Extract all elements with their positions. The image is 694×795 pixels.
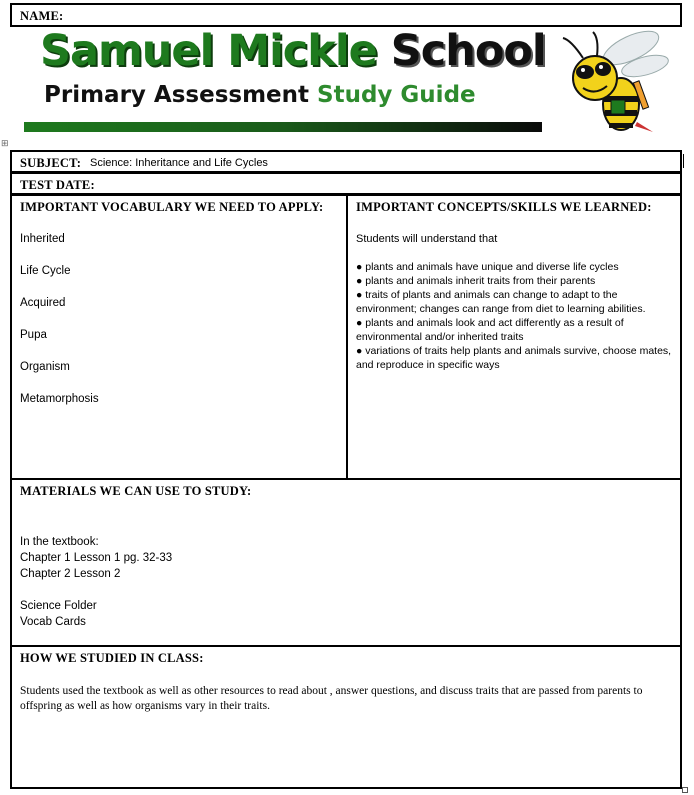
table-anchor-icon[interactable]: ⊞ bbox=[1, 138, 9, 148]
vocab-item: Inherited bbox=[20, 233, 65, 245]
vocab-item: Acquired bbox=[20, 297, 66, 309]
subject-label: SUBJECT: bbox=[20, 156, 82, 170]
concepts-cell bbox=[346, 194, 682, 480]
vocabulary-heading: IMPORTANT VOCABULARY WE NEED TO APPLY: bbox=[20, 200, 324, 214]
materials-blank-line bbox=[20, 582, 172, 598]
concept-bullet: ● variations of traits help plants and animals survive, choose mates, and reproduce in specific ways bbox=[356, 345, 672, 371]
subtitle-primary-assessment: Primary Assessment bbox=[44, 82, 310, 108]
how-studied-text[interactable]: Students used the textbook as well as other resources to read about , answer questions, and discuss traits that are passed from parents to offspring as well as how organisms vary in their traits. bbox=[20, 685, 643, 712]
concept-bullet: ● plants and animals inherit traits from their parents bbox=[356, 275, 596, 287]
concepts-list bbox=[356, 260, 674, 372]
test-date-label: TEST DATE: bbox=[20, 178, 95, 192]
header-divider-bar bbox=[24, 122, 542, 132]
vocabulary-cell bbox=[10, 194, 348, 480]
materials-line: Vocab Cards bbox=[20, 616, 86, 628]
how-studied-cell bbox=[10, 645, 682, 789]
subject-value[interactable]: Science: Inheritance and Life Cycles bbox=[90, 157, 268, 169]
end-of-document-mark bbox=[682, 787, 688, 793]
text-cursor bbox=[683, 154, 684, 168]
materials-cell bbox=[10, 478, 682, 647]
subject-row bbox=[10, 150, 682, 173]
concept-bullet: ● plants and animals look and act differently as a result of environmental and/or inherited traits bbox=[356, 317, 624, 343]
test-date-row[interactable] bbox=[10, 172, 682, 195]
concepts-heading: IMPORTANT CONCEPTS/SKILLS WE LEARNED: bbox=[356, 200, 652, 214]
vocab-item: Pupa bbox=[20, 329, 47, 341]
concept-bullet: ● plants and animals have unique and diverse life cycles bbox=[356, 261, 619, 273]
hornet-mascot-icon bbox=[553, 26, 673, 136]
materials-heading: MATERIALS WE CAN USE TO STUDY: bbox=[20, 484, 252, 498]
subtitle-study-guide: Study Guide bbox=[317, 82, 476, 108]
materials-line: Chapter 1 Lesson 1 pg. 32-33 bbox=[20, 552, 173, 564]
materials-line: Chapter 2 Lesson 2 bbox=[20, 568, 121, 580]
school-title-school: School bbox=[390, 26, 546, 76]
concept-bullet: ● traits of plants and animals can change to adapt to the environment; changes can range from diet to learning abilities. bbox=[356, 289, 646, 315]
school-title bbox=[40, 26, 546, 76]
name-field[interactable] bbox=[10, 3, 682, 27]
guide-subtitle bbox=[44, 82, 476, 108]
vocab-item: Life Cycle bbox=[20, 265, 71, 277]
vocab-item: Organism bbox=[20, 361, 70, 373]
materials-line: Science Folder bbox=[20, 600, 97, 612]
how-studied-heading: HOW WE STUDIED IN CLASS: bbox=[20, 651, 204, 665]
materials-line: In the textbook: bbox=[20, 536, 99, 548]
school-title-name: Samuel Mickle bbox=[40, 26, 377, 76]
name-label: NAME: bbox=[20, 9, 64, 23]
materials-list bbox=[20, 534, 172, 630]
vocab-item: Metamorphosis bbox=[20, 393, 99, 405]
concepts-intro: Students will understand that bbox=[356, 233, 498, 245]
